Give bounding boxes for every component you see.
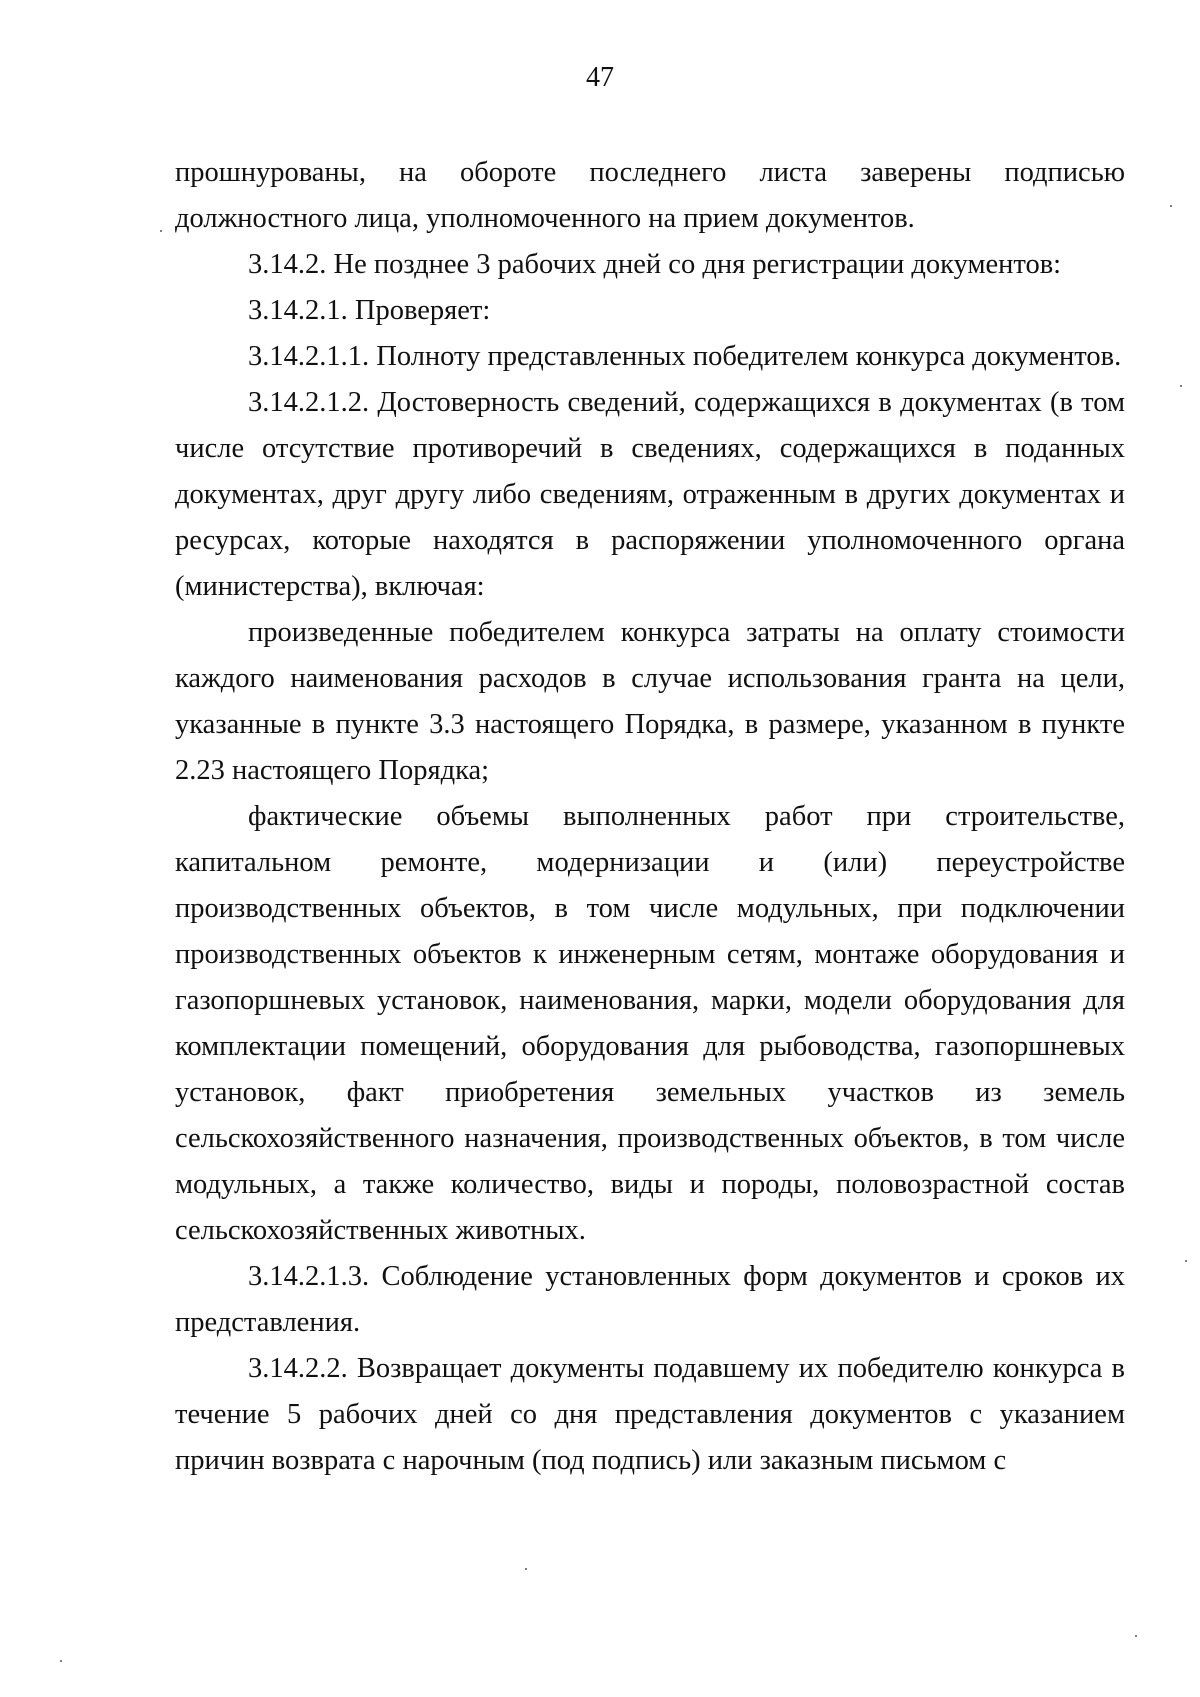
- paragraph-3-14-2-1-1: 3.14.2.1.1. Полноту представленных победителем конкурса документов.: [248, 341, 1122, 372]
- paragraph-actual-volumes: фактические объемы выполненных работ при строительстве, капитальном ремонте, модернизации и (или) переустройстве производственных объектов, в том числе модульных, при подключении производственных объектов к инженерным сетям, монтаже оборудования и газопоршневых установок, наименования, марки, модели оборудования для комплектации помещений, оборудования для рыбоводства, газопоршневых установок, факт приобретения земельных участков из земель сельскохозяйственного назначения, производственных объектов, в том числе модульных, а также количество, виды и породы, половозрастной состав сельскохозяйственных животных.: [175, 801, 1125, 1246]
- paragraph-3-14-2-2: 3.14.2.2. Возвращает документы подавшему их победителю конкурса в течение 5 рабочих дней со дня представления документов с указанием причин возврата с нарочным (под подпись) или заказным письмом с: [175, 1353, 1125, 1476]
- paragraph-3-14-2-1: 3.14.2.1. Проверяет:: [248, 295, 491, 326]
- scan-speck: [1180, 385, 1182, 387]
- paragraph-3-14-2: 3.14.2. Не позднее 3 рабочих дней со дня регистрации документов:: [248, 249, 1062, 280]
- scan-speck: [525, 1568, 527, 1570]
- document-body: [175, 150, 1125, 1484]
- paragraph-3-14-2-1-3: 3.14.2.1.3. Соблюдение установленных форм документов и сроков их представления.: [175, 1261, 1125, 1338]
- scan-speck: [160, 230, 162, 232]
- paragraph-continuation: прошнурованы, на обороте последнего листа заверены подписью должностного лица, уполномоченного на прием документов.: [175, 157, 1125, 234]
- scan-speck: [1185, 1260, 1187, 1262]
- scan-speck: [60, 1660, 62, 1662]
- paragraph-costs: произведенные победителем конкурса затраты на оплату стоимости каждого наименования расходов в случае использования гранта на цели, указанные в пункте 3.3 настоящего Порядка, в размере, указанном в пункте 2.23 настоящего Порядка;: [175, 617, 1125, 786]
- page-number: 47: [586, 62, 614, 93]
- paragraph-3-14-2-1-2: 3.14.2.1.2. Достоверность сведений, содержащихся в документах (в том числе отсутствие противоречий в сведениях, содержащихся в поданных документах, друг другу либо сведениям, отраженным в других документах и ресурсах, которые находятся в распоряжении уполномоченного органа (министерства), включая:: [175, 387, 1125, 602]
- scan-speck: [1170, 205, 1172, 207]
- scan-speck: [1135, 1635, 1137, 1637]
